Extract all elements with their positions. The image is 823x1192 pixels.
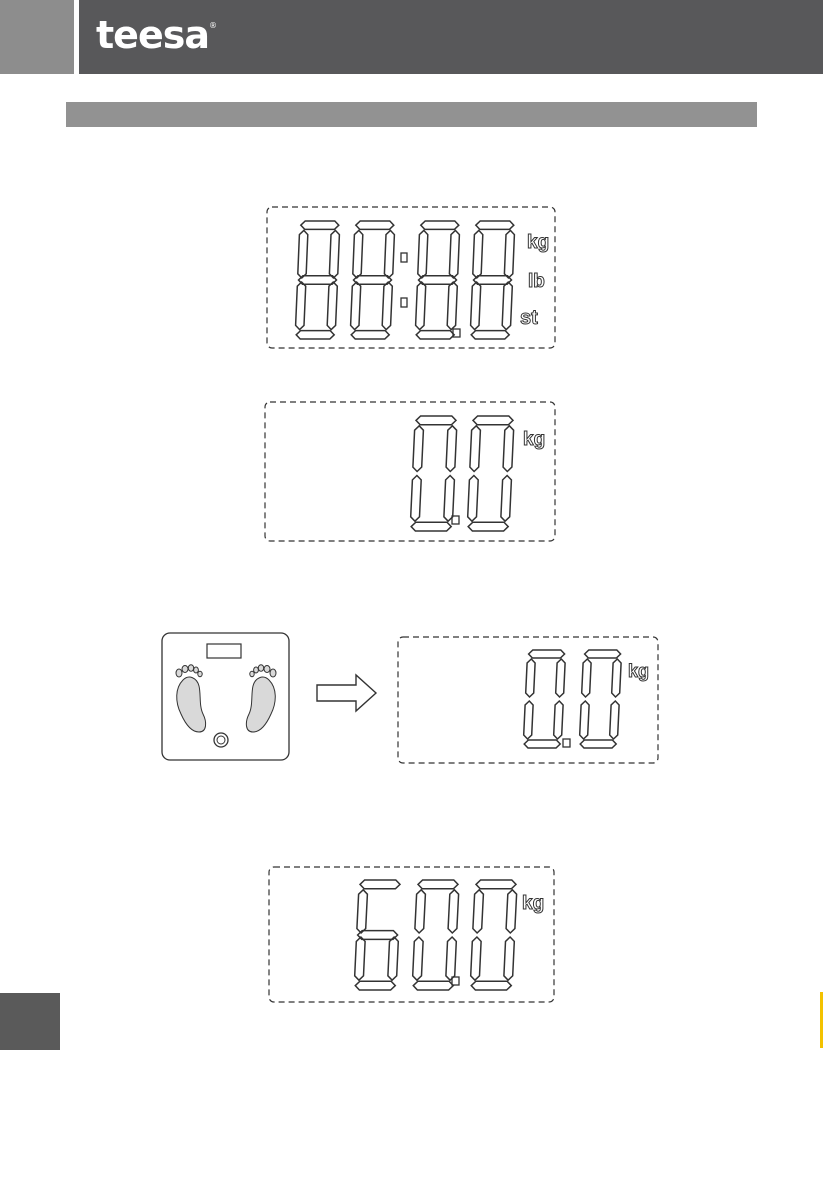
- lcd-zero-digit: [468, 416, 514, 531]
- unit-kg: kg: [522, 893, 545, 914]
- colon-dot: [401, 253, 407, 262]
- lcd-all-segments-digit: [471, 221, 515, 339]
- lcd-zero: [264, 401, 556, 542]
- lcd-zero-digit: [411, 416, 457, 531]
- unit-kg: kg: [527, 232, 550, 253]
- decimal-point: [563, 739, 570, 747]
- lcd-frame: [269, 867, 554, 1002]
- unit-kg: kg: [628, 661, 650, 681]
- lcd-all-segments-digit: [296, 221, 340, 339]
- scale-display-icon: [207, 644, 241, 658]
- lcd-step-zero: [397, 636, 659, 764]
- header-left-tab: [0, 0, 74, 74]
- lcd-weight: [268, 866, 555, 1003]
- lcd-frame: [267, 207, 555, 348]
- side-tab: [0, 993, 60, 1050]
- colon-dot: [401, 298, 407, 307]
- unit-kg: kg: [523, 429, 546, 450]
- lcd-all-segments-digit: [351, 221, 395, 339]
- arrow-right-icon: [316, 673, 378, 713]
- lcd-weight-digit: [355, 880, 400, 990]
- lcd-step-zero-digit: [580, 650, 621, 748]
- lcd-step-zero-digit: [524, 650, 565, 748]
- lcd-weight-digit: [413, 880, 459, 990]
- unit-lb: lb: [528, 271, 545, 292]
- lcd-all-segments-digit: [416, 221, 460, 339]
- unit-st: st: [520, 307, 538, 329]
- lcd-weight-digit: [471, 880, 517, 990]
- section-band: [66, 102, 757, 127]
- lcd-all-segments: [266, 206, 556, 349]
- bathroom-scale-icon: [161, 632, 291, 762]
- brand-logo: teesa®: [96, 13, 216, 57]
